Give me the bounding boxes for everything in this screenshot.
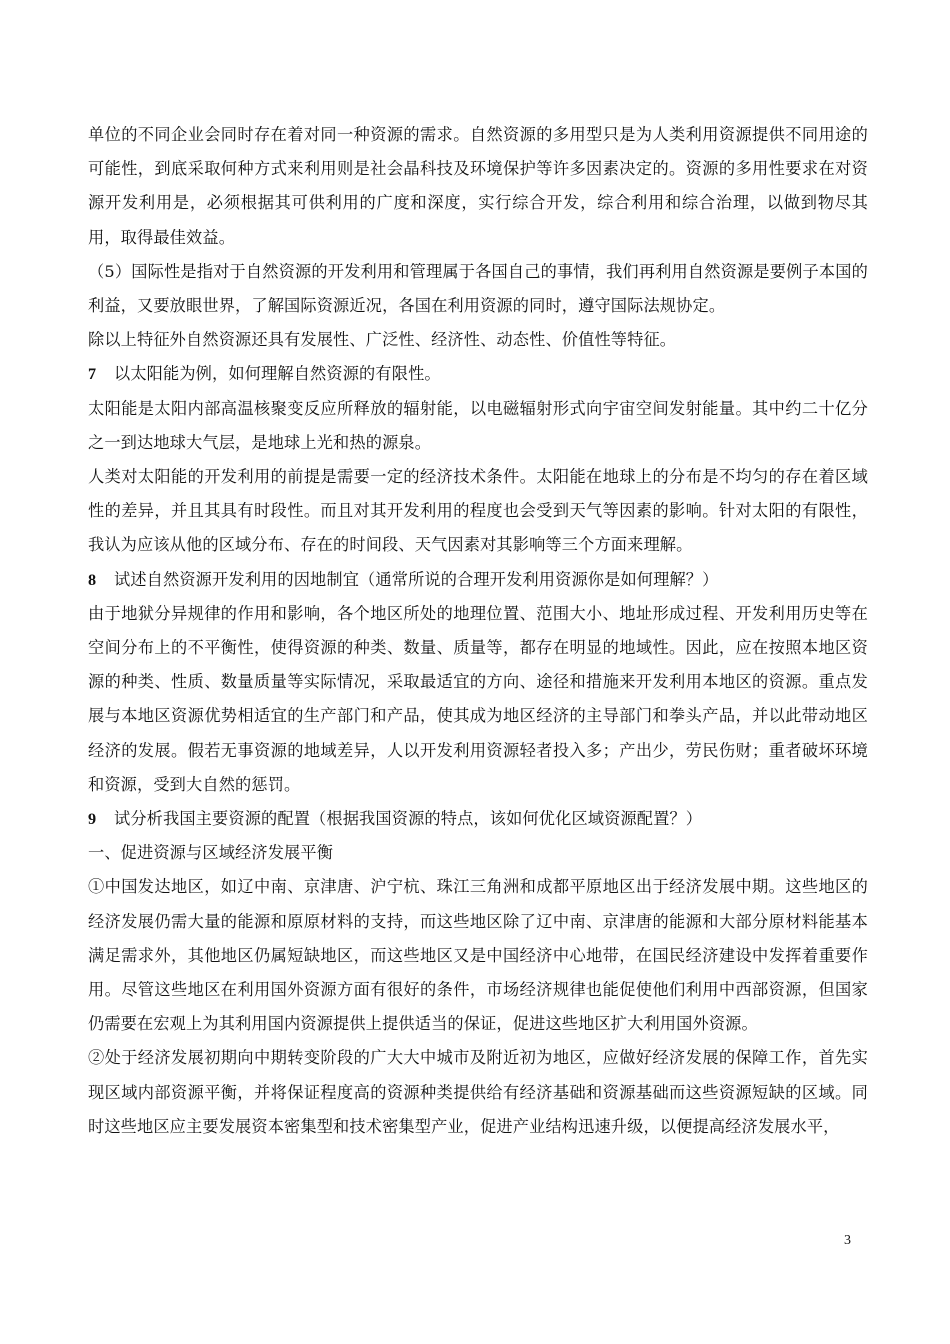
page-body bbox=[88, 118, 868, 1144]
question-number: 8 bbox=[88, 570, 97, 589]
paragraph-text: 由于地狱分异规律的作用和影响，各个地区所处的地理位置、范围大小、地址形成过程、开发利用历史等在空间分布上的不平衡性，使得资源的种类、数量、质量等，都存在明显的地域性。因此，应在按照本地区资源的种类、性质、数量质量等实际情况，采取最适宜的方向、途径和措施来开发利用本地区的资源。重点发展与本地区资源优势相适宜的生产部门和产品，使其成为地区经济的主导部门和拳头产品，并以此带动地区经济的发展。假若无事资源的地域差异，人以开发利用资源轻者投入多；产出少，劳民伤财；重者破坏环境和资源，受到大自然的惩罚。 bbox=[88, 603, 868, 794]
question-7 bbox=[88, 357, 868, 391]
question-number: 9 bbox=[88, 810, 97, 829]
question-text: 试分析我国主要资源的配置（根据我国资源的特点，该如何优化区域资源配置？） bbox=[114, 809, 703, 829]
page-number: 3 bbox=[844, 1233, 851, 1248]
question-9 bbox=[88, 802, 868, 836]
paragraph-text: ②处于经济发展初期向中期转变阶段的广大大中城市及附近初为地区，应做好经济发展的保障工作，首先实现区域内部资源平衡，并将保证程度高的资源种类提供给有经济基础和资源基础而这些资源短缺的区域。同时这些地区应主要发展资本密集型和技术密集型产业，促进产业结构迅速升级，以便提高经济发展水平， bbox=[88, 1048, 868, 1136]
section-heading bbox=[88, 836, 868, 870]
paragraph-other-features bbox=[88, 323, 868, 357]
paragraph-text: 单位的不同企业会同时存在着对同一种资源的需求。自然资源的多用型只是为人类利用资源提供不同用途的可能性，到底采取何种方式来利用则是社会晶科技及环境保护等许多因素决定的。资源的多用性要求在对资源开发利用是，必须根据其可供利用的广度和深度，实行综合开发，综合利用和综合治理，以做到物尽其用，取得最佳效益。 bbox=[88, 125, 868, 247]
paragraph-text: （5）国际性是指对于自然资源的开发利用和管理属于各国自己的事情，我们再利用自然资源是要例子本国的利益，又要放眼世界，了解国际资源近况，各国在利用资源的同时，遵守国际法规协定。 bbox=[88, 261, 868, 316]
question-text: 以太阳能为例，如何理解自然资源的有限性。 bbox=[114, 364, 441, 384]
paragraph-local-conditions bbox=[88, 597, 868, 802]
paragraph-text: 太阳能是太阳内部高温核聚变反应所释放的辐射能，以电磁辐射形式向宇宙空间发射能量。其中约二十亿分之一到达地球大气层，是地球上光和热的源泉。 bbox=[88, 398, 868, 452]
paragraph-text: 人类对太阳能的开发利用的前提是需要一定的经济技术条件。太阳能在地球上的分布是不均匀的存在着区域性的差异，并且其具有时段性。而且对其开发利用的程度也会受到天气等因素的影响。针对太阳的有限性，我认为应该从他的区域分布、存在的时间段、天气因素对其影响等三个方面来理解。 bbox=[88, 467, 868, 555]
question-8 bbox=[88, 563, 868, 597]
paragraph-developed-regions bbox=[88, 870, 868, 1041]
heading-text: 一、促进资源与区域经济发展平衡 bbox=[88, 843, 334, 863]
paragraph-multi-use bbox=[88, 118, 868, 255]
paragraph-developing-regions bbox=[88, 1041, 868, 1144]
paragraph-solar-energy bbox=[88, 392, 868, 460]
paragraph-solar-limits bbox=[88, 460, 868, 563]
question-number: 7 bbox=[88, 365, 97, 384]
paragraph-text: 除以上特征外自然资源还具有发展性、广泛性、经济性、动态性、价值性等特征。 bbox=[88, 330, 677, 350]
paragraph-internationality bbox=[88, 255, 868, 323]
paragraph-text: ①中国发达地区，如辽中南、京津唐、沪宁杭、珠江三角洲和成都平原地区出于经济发展中期。这些地区的经济发展仍需大量的能源和原原材料的支持，而这些地区除了辽中南、京津唐的能源和大部分原材料能基本满足需求外，其他地区仍属短缺地区，而这些地区又是中国经济中心地带，在国民经济建设中发挥着重要作用。尽管这些地区在利用国外资源方面有很好的条件，市场经济规律也能促使他们利用中西部资源，但国家仍需要在宏观上为其利用国内资源提供上提供适当的保证，促进这些地区扩大利用国外资源。 bbox=[88, 877, 868, 1034]
question-text: 试述自然资源开发利用的因地制宜（通常所说的合理开发利用资源你是如何理解？） bbox=[114, 569, 719, 589]
